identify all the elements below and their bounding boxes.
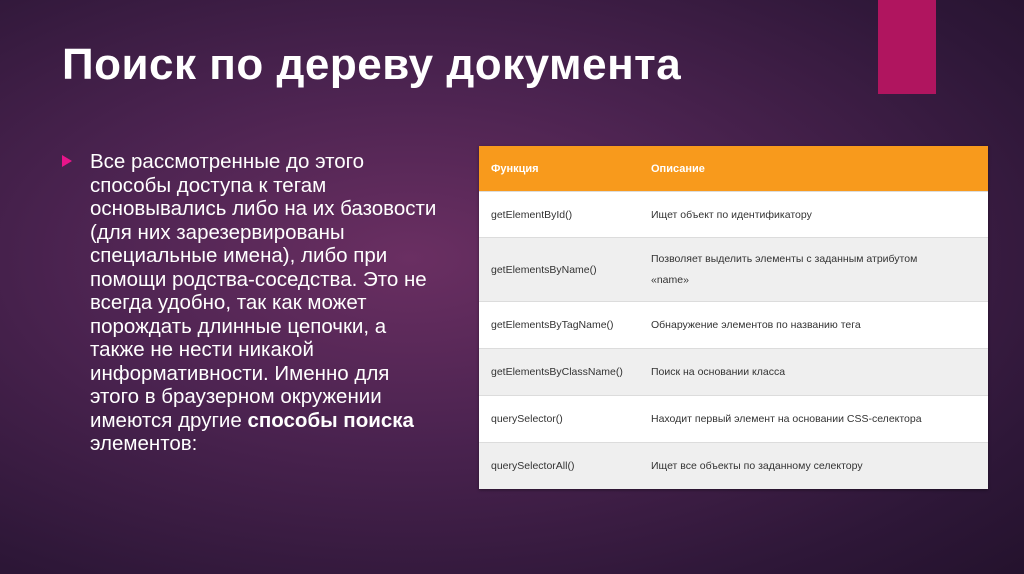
function-cell: getElementsByName() [479, 238, 639, 302]
functions-table [479, 146, 988, 489]
body-paragraph [90, 150, 442, 456]
table-header-row [479, 146, 988, 192]
description-cell: Обнаружение элементов по названию тега [639, 302, 988, 349]
description-cell: Ищет объект по идентификатору [639, 192, 988, 238]
description-cell: Поиск на основании класса [639, 349, 988, 396]
function-cell: getElementsByTagName() [479, 302, 639, 349]
table-row [479, 443, 988, 489]
function-cell: getElementById() [479, 192, 639, 238]
function-cell: querySelector() [479, 396, 639, 443]
function-cell: getElementsByClassName() [479, 349, 639, 396]
header-function: Функция [479, 146, 639, 192]
description-cell: Находит первый элемент на основании CSS-селектора [639, 396, 988, 443]
table-row [479, 192, 988, 238]
body-text-block [62, 150, 442, 456]
slide-title: Поиск по дереву документа [62, 40, 682, 89]
table-row [479, 238, 988, 302]
table-row [479, 396, 988, 443]
table-row [479, 302, 988, 349]
bullet-triangle-icon [62, 155, 72, 167]
accent-bar [878, 0, 936, 94]
header-description: Описание [639, 146, 988, 192]
description-cell [639, 238, 988, 302]
body-bold-text: способы поиска [247, 408, 414, 432]
table-row [479, 349, 988, 396]
description-text: Позволяет выделить элементы с заданным атрибутом «name» [651, 252, 918, 286]
function-cell: querySelectorAll() [479, 443, 639, 489]
body-text-end: элементов: [90, 432, 198, 455]
description-cell: Ищет все объекты по заданному селектору [639, 443, 988, 489]
body-text-start: Все рассмотренные до этого способы доступа к тегам основывались либо на их базовости (для них зарезервированы специальные имена), либо при помощи родства-соседства. Это не всегда удобно, так как может порождать длинные цепочки, а также не нести никакой информативности. Именно для этого в браузерном окружении имеются другие [90, 150, 437, 432]
